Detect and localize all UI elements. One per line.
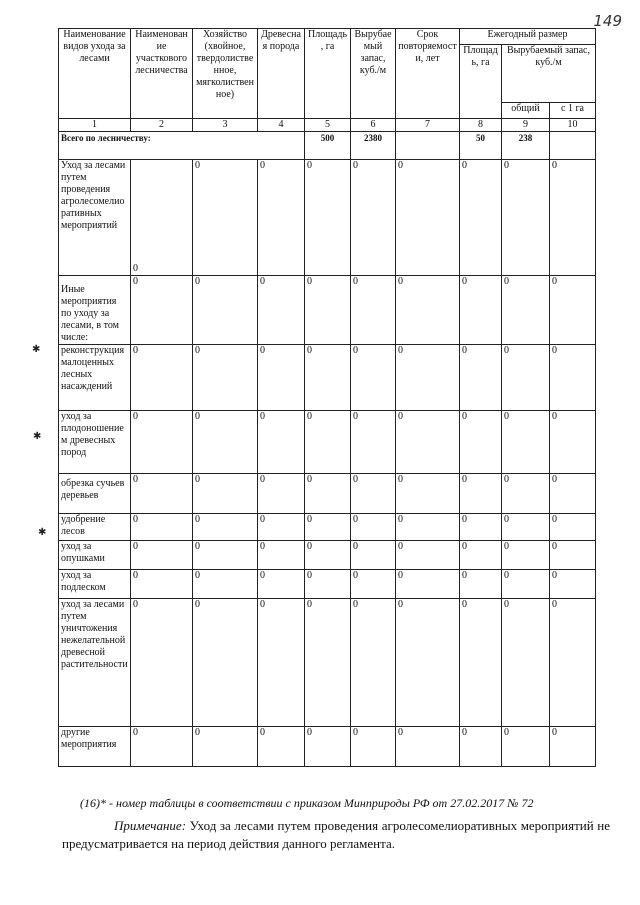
cell-c6: 0 <box>351 276 396 345</box>
cell-c10: 0 <box>550 727 596 767</box>
note-text: Уход за лесами путем проведения агролесомелиоративных мероприятий не предусматривается на период действия данного регламента. <box>62 818 611 851</box>
cell-c4: 0 <box>258 541 305 570</box>
cell-c7: 0 <box>396 474 460 514</box>
table-row <box>59 276 596 345</box>
cell-c6: 0 <box>351 411 396 474</box>
column-number: 4 <box>258 119 305 132</box>
cell-c2: 0 <box>131 474 193 514</box>
cell-c3: 0 <box>193 727 258 767</box>
cell-c5: 0 <box>305 599 351 727</box>
total-label: Всего по лесничеству: <box>59 132 305 160</box>
header-c6: Вырубаемый запас, куб./м <box>351 29 396 119</box>
cell-c10: 0 <box>550 541 596 570</box>
cell-c6: 0 <box>351 727 396 767</box>
header-c8: Площадь, га <box>460 45 502 119</box>
cell-c9: 0 <box>502 570 550 599</box>
forest-care-table <box>58 28 596 767</box>
cell-c9: 0 <box>502 541 550 570</box>
cell-c6: 0 <box>351 474 396 514</box>
cell-c9: 0 <box>502 514 550 541</box>
cell-c10: 0 <box>550 599 596 727</box>
cell-c2: 0 <box>131 411 193 474</box>
cell-c7: 0 <box>396 411 460 474</box>
total-volume: 2380 <box>351 132 396 160</box>
cell-c2: 0 <box>131 727 193 767</box>
total-annual-volume: 238 <box>502 132 550 160</box>
row-name: уход за лесами путем уничтожения нежелательной древесной растительности <box>59 599 131 727</box>
cell-c5: 0 <box>305 541 351 570</box>
cell-c5: 0 <box>305 345 351 411</box>
header-c5: Площадь, га <box>305 29 351 119</box>
cell-c7: 0 <box>396 599 460 727</box>
cell-c9: 0 <box>502 345 550 411</box>
cell-c6: 0 <box>351 514 396 541</box>
table-row <box>59 514 596 541</box>
cell-c8: 0 <box>460 541 502 570</box>
cell-c7: 0 <box>396 570 460 599</box>
margin-mark: ✱ <box>33 431 42 442</box>
row-name: Иные мероприятия по уходу за лесами, в том числе: <box>59 276 131 345</box>
cell-c4: 0 <box>258 474 305 514</box>
cell-c2: 0 <box>131 570 193 599</box>
cell-c6: 0 <box>351 160 396 276</box>
row-name: реконструкция малоценных лесных насаждений <box>59 345 131 411</box>
page-number: 149 <box>593 12 622 30</box>
cell-c4: 0 <box>258 345 305 411</box>
cell-c4: 0 <box>258 570 305 599</box>
header-c9-10: Вырубаемый запас, куб./м <box>502 45 596 103</box>
column-number: 7 <box>396 119 460 132</box>
cell-c2: 0 <box>131 541 193 570</box>
cell-c9: 0 <box>502 727 550 767</box>
table-row <box>59 345 596 411</box>
header-annual: Ежегодный размер <box>460 29 596 45</box>
cell-c8: 0 <box>460 276 502 345</box>
row-name: уход за подлеском <box>59 570 131 599</box>
total-area: 500 <box>305 132 351 160</box>
cell-c2: 0 <box>131 276 193 345</box>
cell-c7: 0 <box>396 541 460 570</box>
cell-c3: 0 <box>193 599 258 727</box>
row-name: другие мероприятия <box>59 727 131 767</box>
cell-c10: 0 <box>550 411 596 474</box>
row-name: обрезка сучьев деревьев <box>59 474 131 514</box>
column-number: 1 <box>59 119 131 132</box>
cell-c7: 0 <box>396 160 460 276</box>
cell-c10: 0 <box>550 276 596 345</box>
cell-c3: 0 <box>193 411 258 474</box>
cell-c9: 0 <box>502 276 550 345</box>
column-number: 5 <box>305 119 351 132</box>
cell-c7: 0 <box>396 727 460 767</box>
cell-c5: 0 <box>305 514 351 541</box>
total-annual-area: 50 <box>460 132 502 160</box>
footnote: (16)* - номер таблицы в соответствии с приказом Минприроды РФ от 27.02.2017 № 72 <box>80 796 534 810</box>
cell-c8: 0 <box>460 514 502 541</box>
header-c3: Хозяйство (хвойное, твердолиственное, мягколиственное) <box>193 29 258 119</box>
cell-c4: 0 <box>258 599 305 727</box>
cell-c3: 0 <box>193 276 258 345</box>
cell-c9: 0 <box>502 599 550 727</box>
cell-c5: 0 <box>305 160 351 276</box>
cell-c5: 0 <box>305 474 351 514</box>
cell-c10: 0 <box>550 514 596 541</box>
margin-mark: ✱ <box>38 527 47 538</box>
table-row <box>59 160 596 276</box>
cell-c8: 0 <box>460 160 502 276</box>
margin-mark: ✱ <box>32 344 41 355</box>
header-c1: Наименование видов ухода за лесами <box>59 29 131 119</box>
column-number: 10 <box>550 119 596 132</box>
header-c4: Древесная порода <box>258 29 305 119</box>
cell-c10: 0 <box>550 160 596 276</box>
cell-c8: 0 <box>460 570 502 599</box>
column-number: 8 <box>460 119 502 132</box>
cell-c8: 0 <box>460 474 502 514</box>
cell-c4: 0 <box>258 727 305 767</box>
cell-c6: 0 <box>351 599 396 727</box>
cell-c6: 0 <box>351 541 396 570</box>
cell-c5: 0 <box>305 727 351 767</box>
header-c9: общий <box>502 103 550 119</box>
cell-c10: 0 <box>550 570 596 599</box>
cell-c3: 0 <box>193 160 258 276</box>
note-label: Примечание: <box>114 818 187 833</box>
cell-c8: 0 <box>460 727 502 767</box>
cell-c8: 0 <box>460 411 502 474</box>
cell-c9: 0 <box>502 474 550 514</box>
cell-c4: 0 <box>258 160 305 276</box>
header-c2: Наименование участкового лесничества <box>131 29 193 119</box>
note-paragraph <box>62 817 610 853</box>
header-c7: Срок повторяемости, лет <box>396 29 460 119</box>
column-number: 9 <box>502 119 550 132</box>
cell-c4: 0 <box>258 276 305 345</box>
cell-c9: 0 <box>502 411 550 474</box>
cell-c8: 0 <box>460 599 502 727</box>
table-row <box>59 727 596 767</box>
table-row <box>59 474 596 514</box>
cell-c10: 0 <box>550 474 596 514</box>
cell-c5: 0 <box>305 411 351 474</box>
cell-c4: 0 <box>258 411 305 474</box>
cell-c7: 0 <box>396 514 460 541</box>
cell-c3: 0 <box>193 541 258 570</box>
cell-c10: 0 <box>550 345 596 411</box>
row-name: Уход за лесами путем проведения агролесомелиоративных мероприятий <box>59 160 131 276</box>
column-number: 2 <box>131 119 193 132</box>
cell-c2: 0 <box>131 514 193 541</box>
cell-c3: 0 <box>193 570 258 599</box>
cell-c4: 0 <box>258 514 305 541</box>
cell-c2: 0 <box>131 599 193 727</box>
row-name: уход за опушками <box>59 541 131 570</box>
table-row <box>59 411 596 474</box>
cell-c6: 0 <box>351 345 396 411</box>
cell-c6: 0 <box>351 570 396 599</box>
row-name: уход за плодоношением древесных пород <box>59 411 131 474</box>
cell-c3: 0 <box>193 345 258 411</box>
cell-c9: 0 <box>502 160 550 276</box>
cell-c2: 0 <box>131 160 193 276</box>
table-row <box>59 599 596 727</box>
cell-c3: 0 <box>193 474 258 514</box>
cell-c5: 0 <box>305 276 351 345</box>
row-name: удобрение лесов <box>59 514 131 541</box>
table-row <box>59 570 596 599</box>
cell-c2: 0 <box>131 345 193 411</box>
cell-c3: 0 <box>193 514 258 541</box>
cell-c8: 0 <box>460 345 502 411</box>
cell-c7: 0 <box>396 276 460 345</box>
cell-c7: 0 <box>396 345 460 411</box>
cell-c5: 0 <box>305 570 351 599</box>
column-number: 6 <box>351 119 396 132</box>
column-number: 3 <box>193 119 258 132</box>
header-c10: с 1 га <box>550 103 596 119</box>
table-row <box>59 541 596 570</box>
